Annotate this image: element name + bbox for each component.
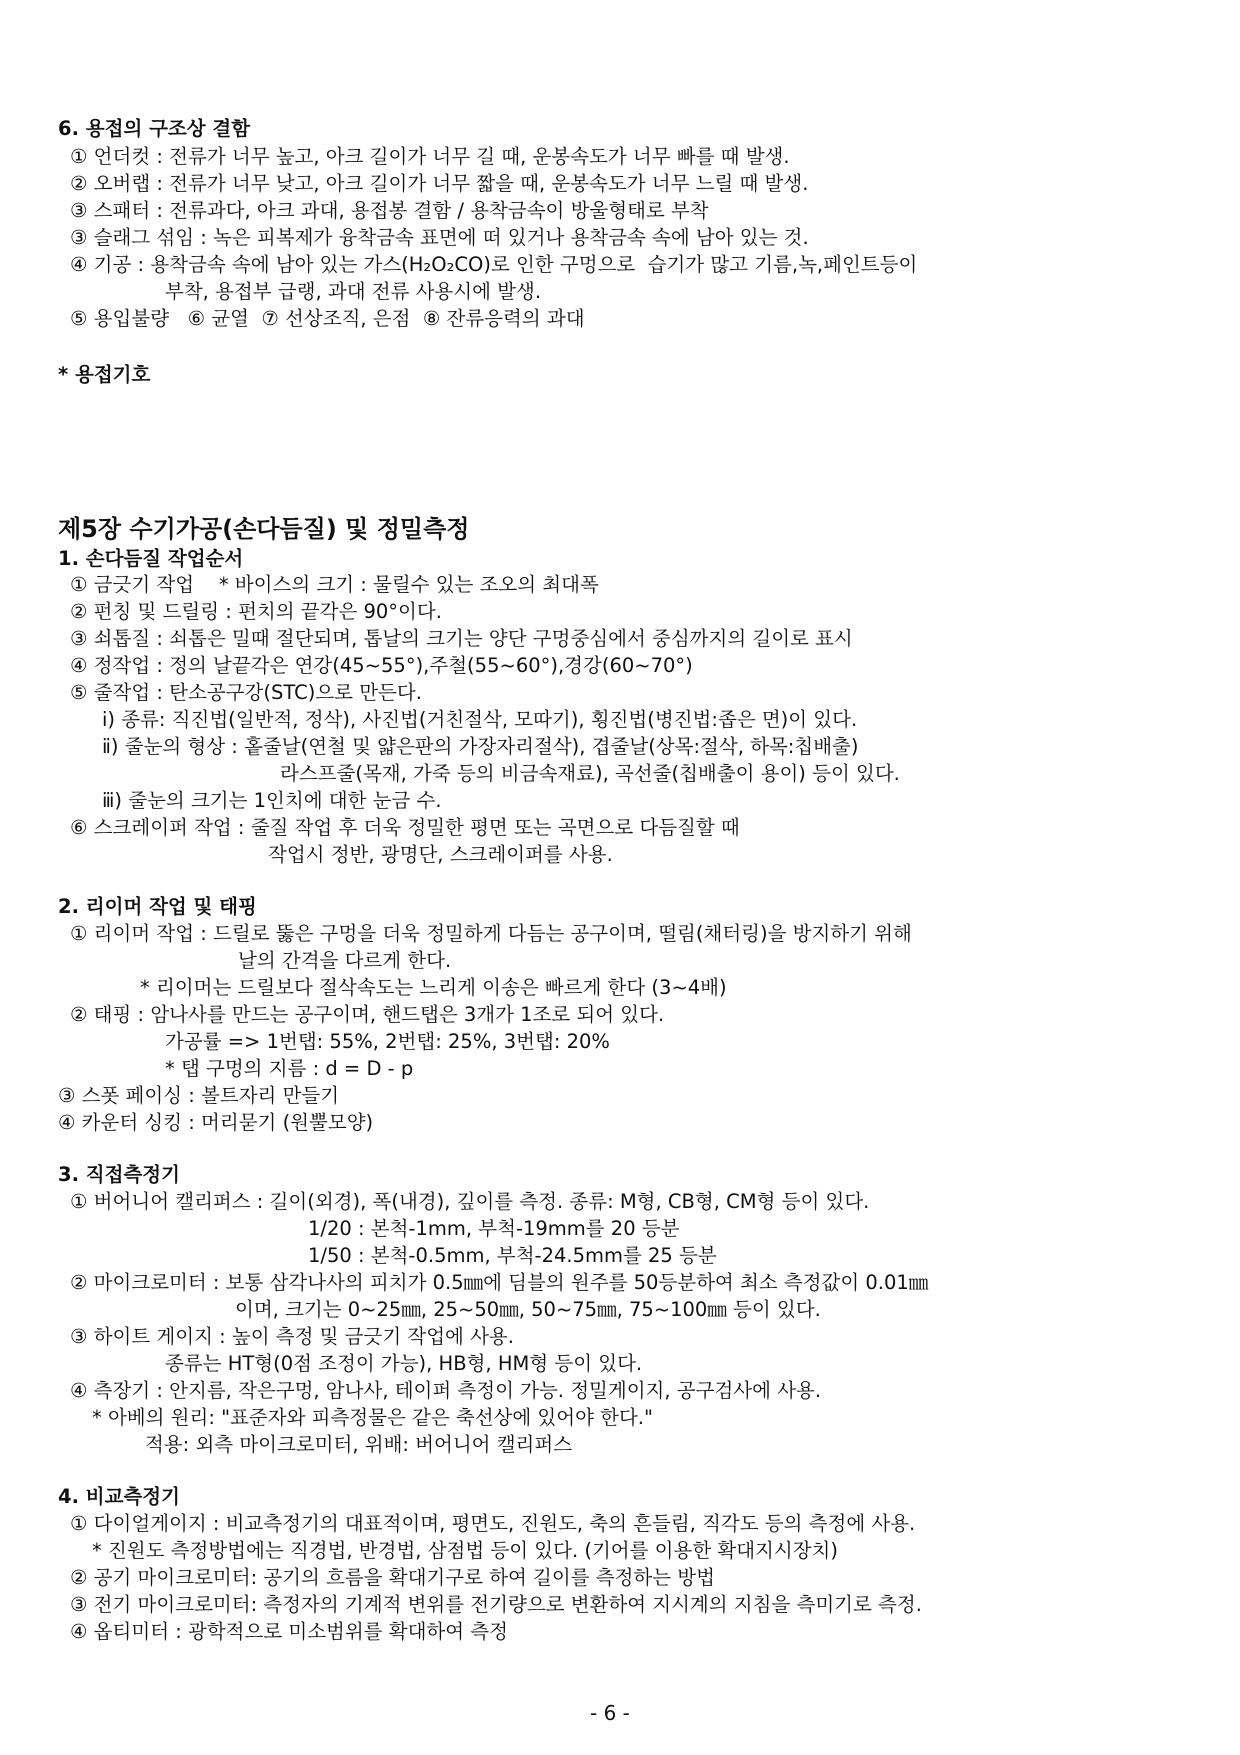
text-line: ③ 스폿 페이싱 : 볼트자리 만들기 [58,1084,340,1107]
text-line: ③ 슬래그 섞임 : 녹은 피복제가 융착금속 표면에 떠 있거나 용착금속 속에 남아 있는 것. [70,226,809,249]
text-line: ① 다이얼게이지 : 비교측정기의 대표적이며, 평면도, 진원도, 축의 흔들림, 직각도 등의 측정에 사용. [70,1512,916,1535]
text-line: ④ 기공 : 용착금속 속에 남아 있는 가스(H₂O₂CO)로 인한 구멍으로 습기가 많고 기름,녹,페인트등이 [70,253,918,276]
text-line: * 아베의 원리: "표준자와 피측정물은 같은 축선상에 있어야 한다." [92,1406,653,1429]
chapter-title: 제5장 수기가공(손다듬질) 및 정밀측정 [58,515,470,543]
text-line: ① 버어니어 캘리퍼스 : 길이(외경), 폭(내경), 깊이를 측정. 종류: M형, CB형, CM형 등이 있다. [70,1190,870,1213]
text-line: ① 금긋기 작업 * 바이스의 크기 : 물릴수 있는 조오의 최대폭 [70,573,599,596]
text-line: ③ 쇠톱질 : 쇠톱은 밀때 절단되며, 톱날의 크기는 양단 구멍중심에서 중심까지의 길이로 표시 [70,627,853,650]
text-line: ③ 하이트 게이지 : 높이 측정 및 금긋기 작업에 사용. [70,1325,514,1348]
text-line: ④ 측장기 : 안지름, 작은구멍, 암나사, 테이퍼 측정이 가능. 정밀게이지, 공구검사에 사용. [70,1379,822,1402]
text-line: ⅰ) 종류: 직진법(일반적, 정삭), 사진법(거친절삭, 모따기), 횡진법(병진법:좁은 면)이 있다. [102,708,858,731]
text-line: 1/50 : 본척-0.5mm, 부척-24.5mm를 25 등분 [308,1244,717,1267]
text-line: ③ 스패터 : 전류과다, 아크 과대, 용접봉 결함 / 용착금속이 방울형태로 부착 [70,199,709,222]
section-heading-comparative-measuring: 4. 비교측정기 [58,1485,180,1508]
text-line: * 진원도 측정방법에는 직경법, 반경법, 삼점법 등이 있다. (기어를 이용한 확대지시장치) [92,1539,839,1562]
text-line: ⅲ) 줄눈의 크기는 1인치에 대한 눈금 수. [102,789,442,812]
text-line: ④ 카운터 싱킹 : 머리묻기 (원뿔모양) [58,1111,374,1134]
text-line: 작업시 정반, 광명단, 스크레이퍼를 사용. [268,843,613,866]
text-line: 라스프줄(목재, 가죽 등의 비금속재료), 곡선줄(칩배출이 용이) 등이 있다. [280,762,900,785]
section-heading-welding-defects: 6. 용접의 구조상 결함 [58,117,251,140]
text-line: 날의 간격을 다르게 한다. [238,949,452,972]
text-line: ④ 정작업 : 정의 날끝각은 연강(45~55°),주철(55~60°),경강(60~70°) [70,654,693,677]
text-line: * 리이머는 드릴보다 절삭속도는 느리게 이송은 빠르게 한다 (3~4배) [140,976,727,999]
text-line: ① 리이머 작업 : 드릴로 뚫은 구멍을 더욱 정밀하게 다듬는 공구이며, 떨림(채터링)을 방지하기 위해 [70,922,912,945]
page-number: - 6 - [590,1701,630,1725]
text-line: ④ 옵티미터 : 광학적으로 미소범위를 확대하여 측정 [70,1620,508,1643]
section-heading-hand-finishing: 1. 손다듬질 작업순서 [58,547,244,570]
welding-symbols-heading: * 용접기호 [58,363,151,386]
text-line: ① 언더컷 : 전류가 너무 높고, 아크 길이가 너무 길 때, 운봉속도가 너무 빠를 때 발생. [70,145,790,168]
text-line: 이며, 크기는 0~25㎜, 25~50㎜, 50~75㎜, 75~100㎜ 등이 있다. [235,1298,821,1321]
section-heading-direct-measuring: 3. 직접측정기 [58,1163,180,1186]
text-line: 종류는 HT형(0점 조정이 가능), HB형, HM형 등이 있다. [165,1352,643,1375]
section-heading-reamer-tapping: 2. 리이머 작업 및 태핑 [58,895,257,918]
text-line: 적용: 외측 마이크로미터, 위배: 버어니어 캘리퍼스 [145,1433,573,1456]
text-line: ② 태핑 : 암나사를 만드는 공구이며, 핸드탭은 3개가 1조로 되어 있다. [70,1003,665,1026]
text-line: ⅱ) 줄눈의 형상 : 홑줄날(연철 및 얇은판의 가장자리절삭), 겹줄날(상목:절삭, 하목:칩배출) [102,735,859,758]
text-line: * 탭 구멍의 지름 : d = D - p [165,1057,414,1080]
text-line: ⑥ 스크레이퍼 작업 : 줄질 작업 후 더욱 정밀한 평면 또는 곡면으로 다듬질할 때 [70,816,740,839]
text-line: 1/20 : 본척-1mm, 부척-19mm를 20 등분 [308,1217,680,1240]
text-line: ⑤ 줄작업 : 탄소공구강(STC)으로 만든다. [70,681,422,704]
text-line: ② 펀칭 및 드릴링 : 펀치의 끝각은 90°이다. [70,600,442,623]
text-line: ⑤ 용입불량 ⑥ 균열 ⑦ 선상조직, 은점 ⑧ 잔류응력의 과대 [70,307,585,330]
text-line: 가공률 => 1번탭: 55%, 2번탭: 25%, 3번탭: 20% [165,1030,610,1053]
text-line: ③ 전기 마이크로미터: 측정자의 기계적 변위를 전기량으로 변환하여 지시계의 지침을 측미기로 측정. [70,1593,922,1616]
text-line: ② 오버랩 : 전류가 너무 낮고, 아크 길이가 너무 짧을 때, 운봉속도가 너무 느릴 때 발생. [70,172,809,195]
text-line: ② 공기 마이크로미터: 공기의 흐름을 확대기구로 하여 길이를 측정하는 방법 [70,1566,715,1589]
text-line: ② 마이크로미터 : 보통 삼각나사의 피치가 0.5㎜에 딤블의 원주를 50등분하여 최소 측정값이 0.01㎜ [70,1271,929,1294]
text-line: 부착, 용접부 급랭, 과대 전류 사용시에 발생. [165,280,542,303]
